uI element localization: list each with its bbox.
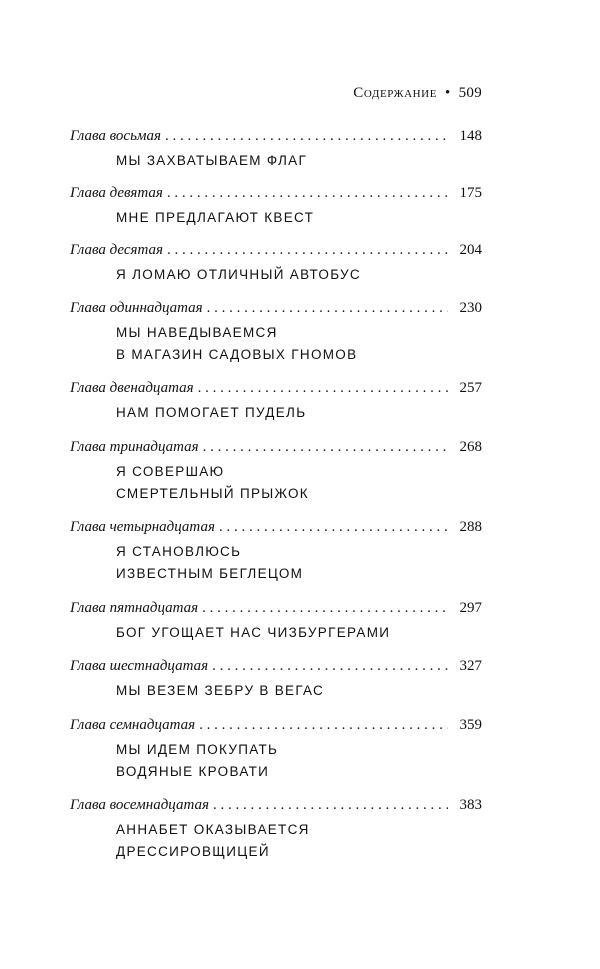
- toc-entry: [70, 242, 482, 286]
- toc-entry-header: [70, 600, 482, 620]
- toc-entry-header: [70, 439, 482, 459]
- toc-entry-header: [70, 185, 482, 205]
- toc-entry: [70, 380, 482, 424]
- page-number: 327: [459, 658, 482, 674]
- chapter-title: Я СОВЕРШАЮ: [116, 464, 225, 479]
- toc-entry: [70, 658, 482, 702]
- toc-entry: [70, 797, 482, 863]
- toc-entry-header: [70, 242, 482, 262]
- chapter-title: ВОДЯНЫЕ КРОВАТИ: [116, 764, 270, 779]
- chapter-title: ИЗВЕСТНЫМ БЕГЛЕЦОМ: [116, 566, 304, 581]
- chapter-label: Глава десятая: [70, 242, 163, 258]
- page-number: 175: [459, 185, 482, 201]
- page-number: 383: [459, 797, 482, 813]
- chapter-label: Глава шестнадцатая: [70, 658, 209, 674]
- page-number: 288: [459, 519, 482, 535]
- dot-leader: [165, 128, 448, 145]
- chapter-title: Я СТАНОВЛЮСЬ: [116, 544, 242, 559]
- page-number: 359: [459, 717, 482, 733]
- dot-leader: [198, 380, 448, 397]
- chapter-title: СМЕРТЕЛЬНЫЙ ПРЫЖОК: [116, 486, 309, 501]
- chapter-label: Глава четырнадцатая: [70, 519, 215, 535]
- page-number: 297: [459, 600, 482, 616]
- running-head-page-number: 509: [458, 85, 482, 101]
- chapter-title: МЫ ВЕЗЕМ ЗЕБРУ В ВЕГАС: [116, 683, 325, 698]
- toc-entry: [70, 185, 482, 229]
- toc-entry-header: [70, 519, 482, 539]
- running-head: [353, 85, 482, 102]
- page-number: 230: [459, 300, 482, 316]
- chapter-title: МЫ ИДЕМ ПОКУПАТЬ: [116, 742, 279, 757]
- chapter-label: Глава восьмая: [70, 128, 161, 144]
- chapter-title: МНЕ ПРЕДЛАГАЮТ КВЕСТ: [116, 210, 315, 225]
- page-number: 268: [459, 439, 482, 455]
- page-number: 148: [459, 128, 482, 144]
- chapter-label: Глава восемнадцатая: [70, 797, 209, 813]
- dot-leader: [199, 717, 448, 734]
- running-head-title: Содержание: [353, 85, 438, 101]
- chapter-title: НАМ ПОМОГАЕТ ПУДЕЛЬ: [116, 405, 307, 420]
- chapter-label: Глава двенадцатая: [70, 380, 194, 396]
- chapter-label: Глава тринадцатая: [70, 439, 199, 455]
- chapter-title: Я ЛОМАЮ ОТЛИЧНЫЙ АВТОБУС: [116, 267, 361, 282]
- dot-leader: [167, 242, 448, 259]
- toc-entry: [70, 519, 482, 585]
- toc-entry-header: [70, 380, 482, 400]
- toc-entry-header: [70, 128, 482, 148]
- page-number: 204: [459, 242, 482, 258]
- chapter-title: МЫ НАВЕДЫВАЕМСЯ: [116, 325, 278, 340]
- toc-entry-header: [70, 300, 482, 320]
- chapter-title: АННАБЕТ ОКАЗЫВАЕТСЯ: [116, 822, 310, 837]
- toc-entry-header: [70, 658, 482, 678]
- dot-leader: [207, 300, 448, 317]
- chapter-title: МЫ ЗАХВАТЫВАЕМ ФЛАГ: [116, 153, 308, 168]
- chapter-label: Глава одиннадцатая: [70, 300, 203, 316]
- toc-entry: [70, 717, 482, 783]
- chapter-title: БОГ УГОЩАЕТ НАС ЧИЗБУРГЕРАМИ: [116, 625, 391, 640]
- toc-entry: [70, 128, 482, 172]
- chapter-title: В МАГАЗИН САДОВЫХ ГНОМОВ: [116, 347, 358, 362]
- toc-entry-header: [70, 717, 482, 737]
- chapter-title: ДРЕССИРОВЩИЦЕЙ: [116, 844, 270, 859]
- chapter-label: Глава пятнадцатая: [70, 600, 199, 616]
- dot-leader: [213, 797, 448, 814]
- chapter-label: Глава девятая: [70, 185, 163, 201]
- running-head-bullet: •: [445, 85, 451, 101]
- dot-leader: [219, 519, 448, 536]
- dot-leader: [203, 439, 448, 456]
- toc-entry: [70, 300, 482, 366]
- toc-entry-header: [70, 797, 482, 817]
- page-number: 257: [459, 380, 482, 396]
- dot-leader: [212, 658, 448, 675]
- chapter-label: Глава семнадцатая: [70, 717, 196, 733]
- toc-entry: [70, 439, 482, 505]
- dot-leader: [167, 185, 448, 202]
- dot-leader: [202, 600, 448, 617]
- toc-entry: [70, 600, 482, 644]
